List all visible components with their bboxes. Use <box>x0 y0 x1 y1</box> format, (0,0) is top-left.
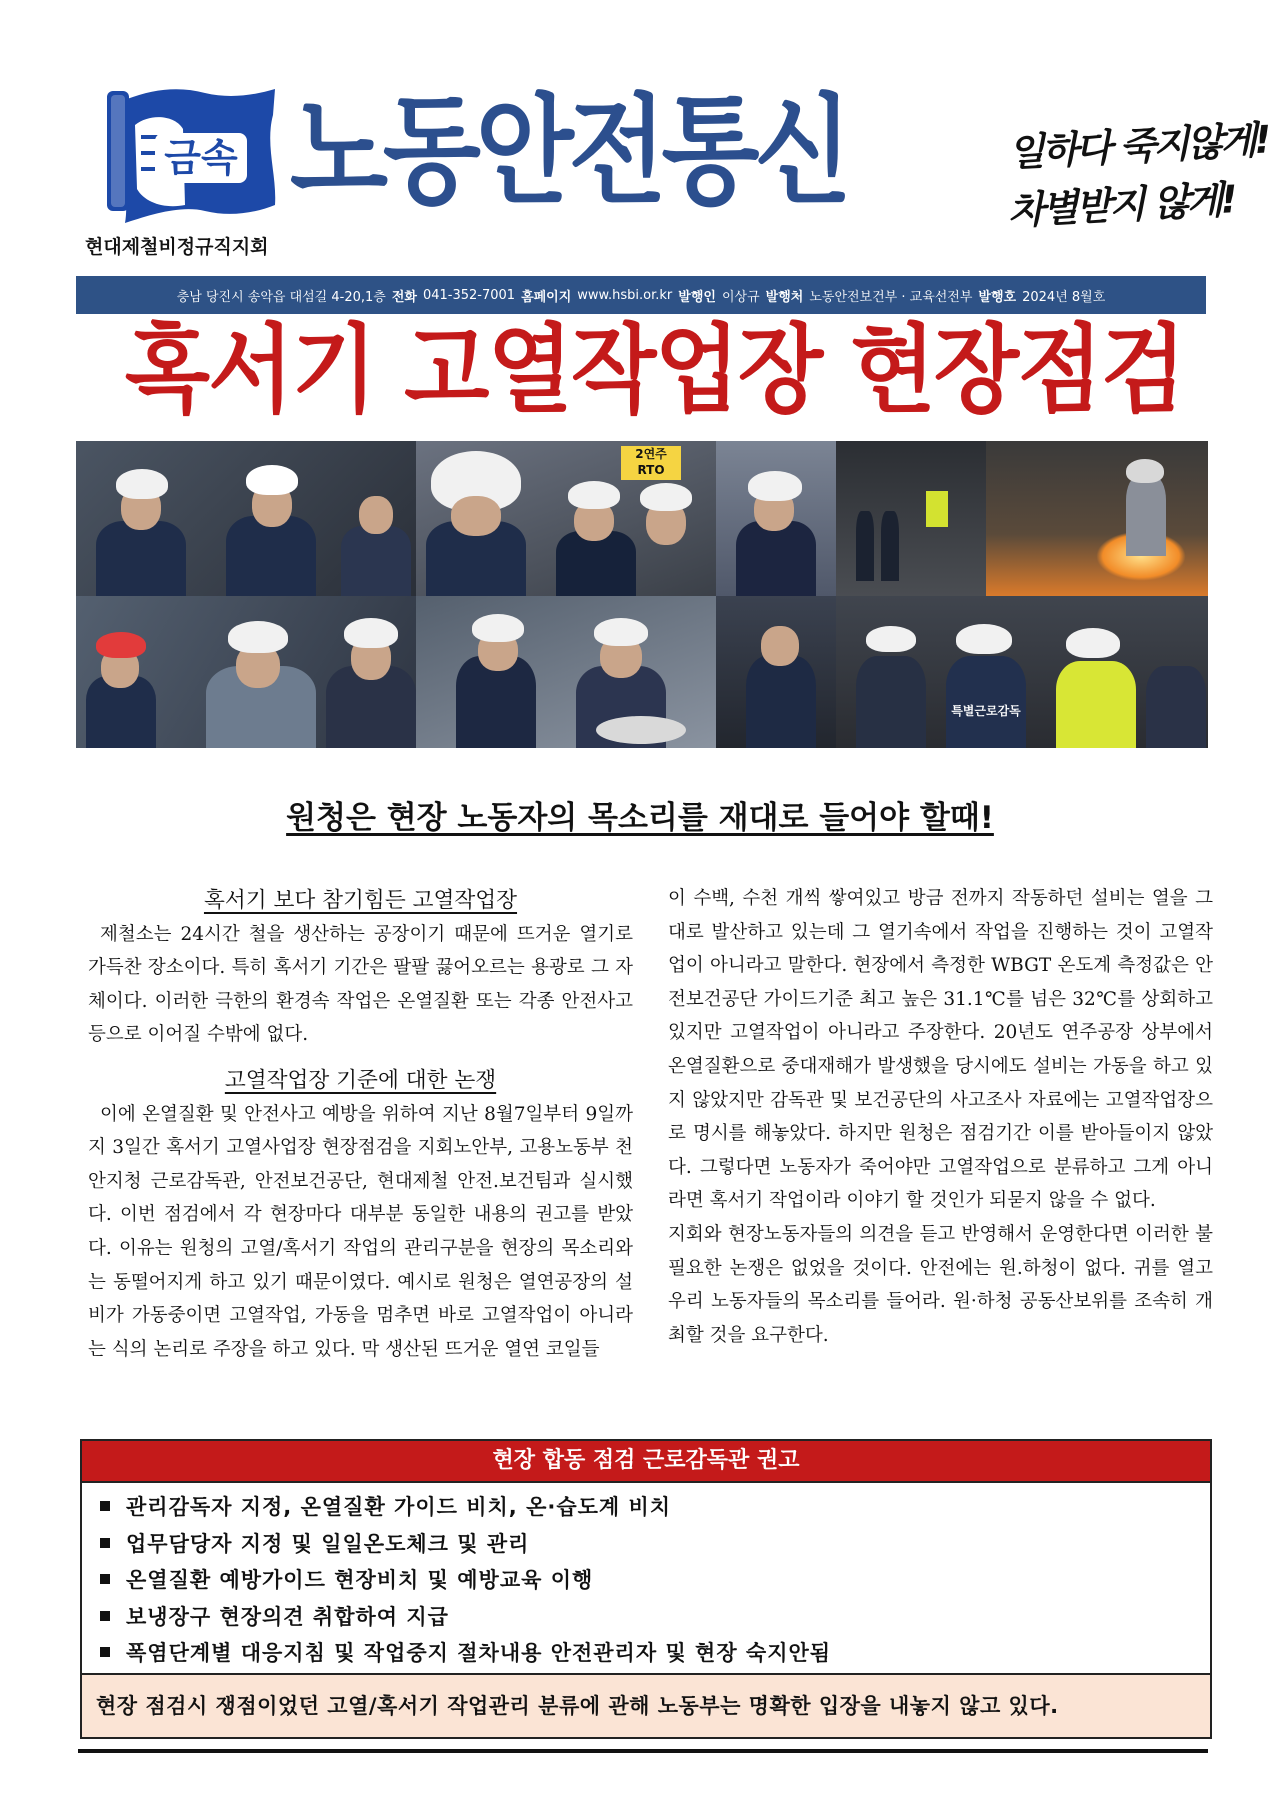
square-bullet-icon <box>100 1538 110 1548</box>
phone: 041-352-7001 <box>422 287 516 303</box>
photo-tile <box>416 441 716 596</box>
logo-text: 금속 <box>164 136 238 180</box>
org-name: 현대제철비정규직지회 <box>85 236 269 258</box>
article-paragraph-continued: 이 수백, 수천 개씩 쌓여있고 방금 전까지 작동하던 설비는 열을 그대로 발산하고 있는데 그 열기속에서 작업을 진행하는 것이 고열작업이 아니라고 말한다. 현장에서 측정한 WBGT 온도계 측정값은 안전보건공단 가이드기준 최고 높은 31.1℃를 넘은 32℃를 상회하고 있지만 고열작업이 아니라고 주장한다. 20년도 연주공장 상부에서 온열질환으로 중대재해가 발생했을 당시에도 설비는 가동을 하고 있지 않았지만 감독관 및 보건공단의 사고조사 자료에는 고열작업장으로 명시를 해놓았다. 하지만 원청은 점검기간 이를 받아들이지 않았다. 그렇다면 노동자가 죽어야만 고열작업으로 분류하고 그게 아니라면 혹서기 작업이라 이야기 할 것인가 되묻지 않을 수 없다. <box>668 888 1213 1212</box>
recommendations-list <box>82 1483 1210 1672</box>
photo-tile <box>716 596 836 748</box>
square-bullet-icon <box>100 1574 110 1584</box>
publisher-label: 발행인 <box>678 289 716 305</box>
newsletter-title: 노동안전통신 <box>290 82 848 220</box>
square-bullet-icon <box>100 1611 110 1621</box>
list-item: 폭염단계별 대응지침 및 작업중지 절차내용 안전관리자 및 현장 숙지안됨 <box>100 1635 1210 1672</box>
photo-tile <box>76 441 416 596</box>
section-body-2: 이에 온열질환 및 안전사고 예방을 위하여 지난 8월7일부터 9일까지 3일간 혹서기 고열사업장 현장점검을 지회노안부, 고용노동부 천안지청 근로감독관, 안전보건공단, 현대제철 안전.보건팀과 실시했다. 이번 점검에서 각 현장마다 대부분 동일한 내용의 권고를 받았다. 이유는 원청의 고열/혹서기 작업의 관리구분을 현장의 목소리와는 동떨어지게 하고 있기 때문이였다. 예시로 원청은 열연공장의 설비가 가동중이면 고열작업, 가동을 멈추면 바로 고열작업이 아니라는 식의 논리로 주장을 하고 있다. 막 생산된 뜨거운 열연 코일들 <box>88 1103 633 1360</box>
article-right-column <box>668 882 1213 1352</box>
photo-tile <box>76 596 416 748</box>
fist-flag-icon <box>105 85 280 235</box>
address: 충남 당진시 송악읍 대섬길 4-20,1층 <box>176 289 386 305</box>
photo-tile <box>416 596 716 748</box>
article-left-column <box>88 884 633 1366</box>
plant-sign: 2연주 RTO <box>621 446 681 480</box>
square-bullet-icon <box>100 1501 110 1511</box>
recommendations-footer-note: 현장 점검시 쟁점이었던 고열/혹서기 작업관리 분류에 관해 노동부는 명확한 입장을 내놓지 않고 있다. <box>82 1673 1210 1737</box>
list-item: 관리감독자 지정, 온열질환 가이드 비치, 온·습도계 비치 <box>100 1489 1210 1526</box>
photo-tile <box>986 441 1208 596</box>
issue: 2024년 8월호 <box>1022 289 1106 305</box>
list-item: 온열질환 예방가이드 현장비치 및 예방교육 이행 <box>100 1562 1210 1599</box>
recommendations-box <box>80 1439 1212 1739</box>
sub-headline: 원청은 현장 노동자의 목소리를 재대로 들어야 할때! <box>286 800 994 836</box>
issuer-label: 발행처 <box>765 289 804 305</box>
photo-tile <box>716 441 836 596</box>
bottom-divider <box>78 1749 1208 1753</box>
recommendations-title: 현장 합동 점검 근로감독관 권고 <box>82 1441 1210 1483</box>
publication-info-bar <box>76 276 1206 314</box>
section-title-1: 혹서기 보다 참기힘든 고열작업장 <box>203 888 518 913</box>
slogan-line-2: 차별받지 않게! <box>1007 177 1236 233</box>
homepage-link[interactable]: www.hsbi.or.kr <box>577 287 673 303</box>
phone-label: 전화 <box>391 289 417 305</box>
inspector-vest-text: 특별근로감독 <box>951 704 1021 718</box>
issuer: 노동안전보건부 · 교육선전부 <box>809 289 973 305</box>
main-headline: 혹서기 고열작업장 현장점검 <box>124 314 1185 426</box>
photo-tile <box>836 441 986 596</box>
homepage-label: 홈페이지 <box>521 289 572 305</box>
slogan-line-1: 일하다 죽지않게! <box>1007 117 1270 175</box>
section-title-2: 고열작업장 기준에 대한 논쟁 <box>224 1067 497 1093</box>
publisher: 이상규 <box>721 289 760 305</box>
article-paragraph-closing: 지회와 현장노동자들의 의견을 듣고 반영해서 운영한다면 이러한 불필요한 논쟁은 없었을 것이다. 안전에는 원.하청이 없다. 귀를 열고 우리 노동자들의 목소리를 들어라. 원·하청 공동산보위를 조속히 개최할 것을 요구한다. <box>668 1223 1213 1346</box>
union-logo <box>105 85 280 235</box>
section-body-1: 제철소는 24시간 철을 생산하는 공장이기 때문에 뜨거운 열기로 가득찬 장소이다. 특히 혹서기 기간은 팔팔 끓어오르는 용광로 그 자체이다. 이러한 극한의 환경속 작업은 온열질환 또는 각종 안전사고 등으로 이어질 수밖에 없다. <box>88 923 633 1046</box>
list-item: 보냉장구 현장의견 취합하여 지급 <box>100 1599 1210 1636</box>
issue-label: 발행호 <box>978 289 1017 305</box>
photo-collage <box>76 441 1208 748</box>
photo-tile <box>836 596 1208 748</box>
square-bullet-icon <box>100 1647 110 1657</box>
list-item: 업무담당자 지정 및 일일온도체크 및 관리 <box>100 1526 1210 1563</box>
